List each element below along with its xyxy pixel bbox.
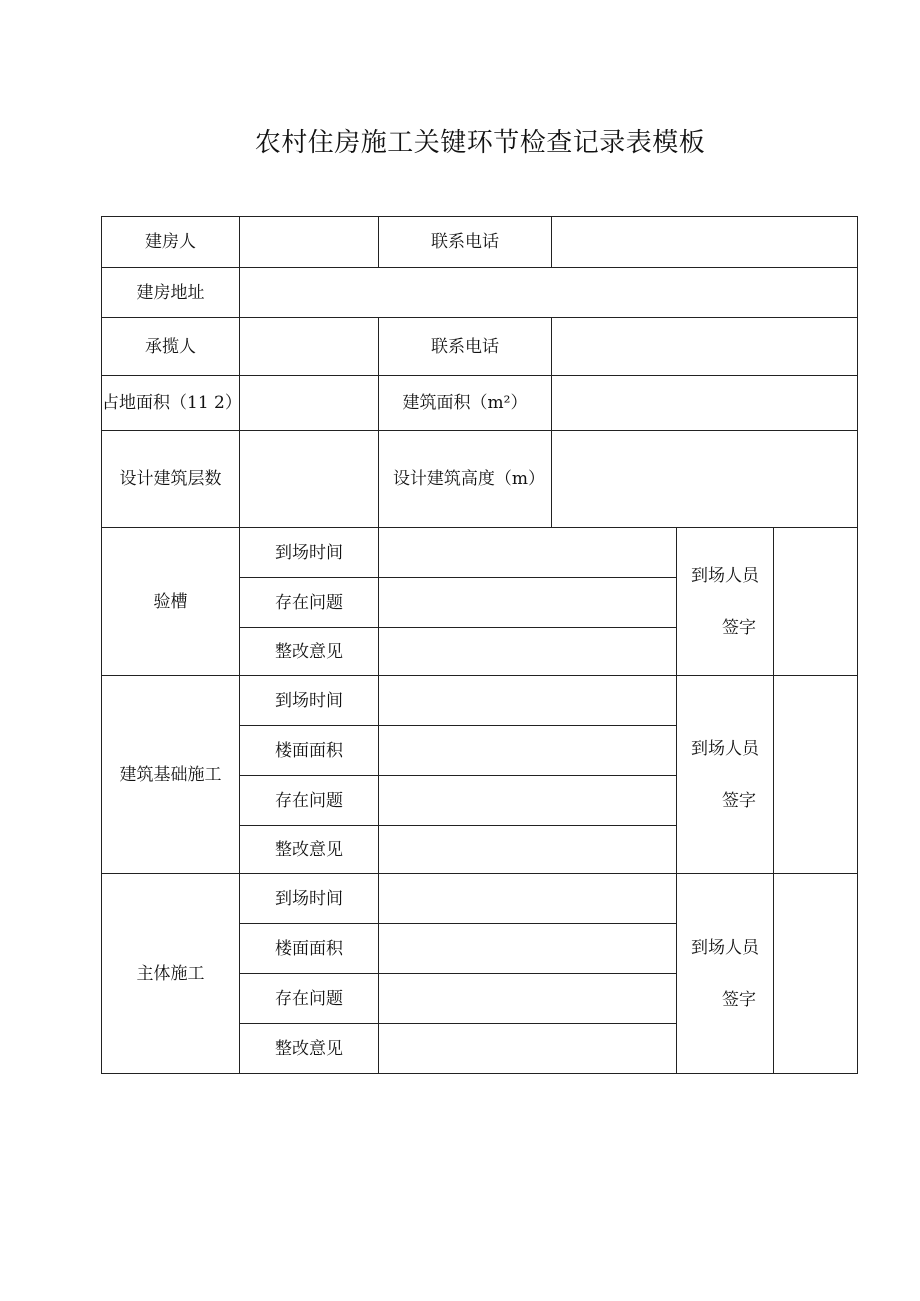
design-row [102, 431, 858, 528]
item-value[interactable] [379, 874, 677, 924]
section-name: 验槽 [102, 528, 240, 676]
item-value[interactable] [379, 528, 677, 578]
section-name: 主体施工 [102, 874, 240, 1074]
sign-line-1: 到场人员 [691, 738, 759, 759]
item-label: 存在问题 [240, 974, 379, 1024]
sign-label [677, 676, 774, 874]
sign-line-2: 签字 [722, 790, 756, 811]
item-value[interactable] [379, 826, 677, 874]
sign-line-2: 签字 [722, 989, 756, 1010]
item-value[interactable] [379, 974, 677, 1024]
design-floors-label: 设计建筑层数 [102, 431, 240, 528]
area-row [102, 376, 858, 431]
building-area-value[interactable] [552, 376, 858, 431]
sign-value[interactable] [774, 874, 858, 1074]
sign-label [677, 874, 774, 1074]
sign-line-2: 签字 [722, 617, 756, 638]
sign-line-1: 到场人员 [691, 937, 759, 958]
item-value[interactable] [379, 676, 677, 726]
section-row [102, 528, 858, 578]
owner-phone-value[interactable] [552, 217, 858, 268]
section-row [102, 874, 858, 924]
item-value[interactable] [379, 1024, 677, 1074]
section-row [102, 676, 858, 726]
design-height-value[interactable] [552, 431, 858, 528]
design-floors-value[interactable] [240, 431, 379, 528]
item-label: 整改意见 [240, 628, 379, 676]
item-label: 存在问题 [240, 776, 379, 826]
contractor-row [102, 318, 858, 376]
land-area-label: 占地面积（11 2） [102, 376, 240, 431]
land-area-value[interactable] [240, 376, 379, 431]
inspection-record-table [101, 216, 858, 1074]
page-title: 农村住房施工关键环节检查记录表模板 [254, 128, 706, 158]
contractor-label: 承揽人 [102, 318, 240, 376]
sign-label [677, 528, 774, 676]
section-name: 建筑基础施工 [102, 676, 240, 874]
contractor-value[interactable] [240, 318, 379, 376]
owner-value[interactable] [240, 217, 379, 268]
building-area-label: 建筑面积（m²） [379, 376, 552, 431]
owner-phone-label: 联系电话 [379, 217, 552, 268]
item-value[interactable] [379, 924, 677, 974]
sign-value[interactable] [774, 528, 858, 676]
item-label: 到场时间 [240, 528, 379, 578]
item-value[interactable] [379, 578, 677, 628]
sign-line-1: 到场人员 [691, 565, 759, 586]
design-height-label: 设计建筑高度（m） [379, 431, 552, 528]
item-label: 到场时间 [240, 676, 379, 726]
item-value[interactable] [379, 776, 677, 826]
item-label: 楼面面积 [240, 924, 379, 974]
contractor-phone-value[interactable] [552, 318, 858, 376]
item-label: 存在问题 [240, 578, 379, 628]
item-label: 整改意见 [240, 826, 379, 874]
address-row [102, 268, 858, 318]
owner-label: 建房人 [102, 217, 240, 268]
item-label: 整改意见 [240, 1024, 379, 1074]
owner-row [102, 217, 858, 268]
item-value[interactable] [379, 726, 677, 776]
sign-value[interactable] [774, 676, 858, 874]
address-label: 建房地址 [102, 268, 240, 318]
address-value[interactable] [240, 268, 858, 318]
contractor-phone-label: 联系电话 [379, 318, 552, 376]
item-label: 楼面面积 [240, 726, 379, 776]
item-label: 到场时间 [240, 874, 379, 924]
item-value[interactable] [379, 628, 677, 676]
